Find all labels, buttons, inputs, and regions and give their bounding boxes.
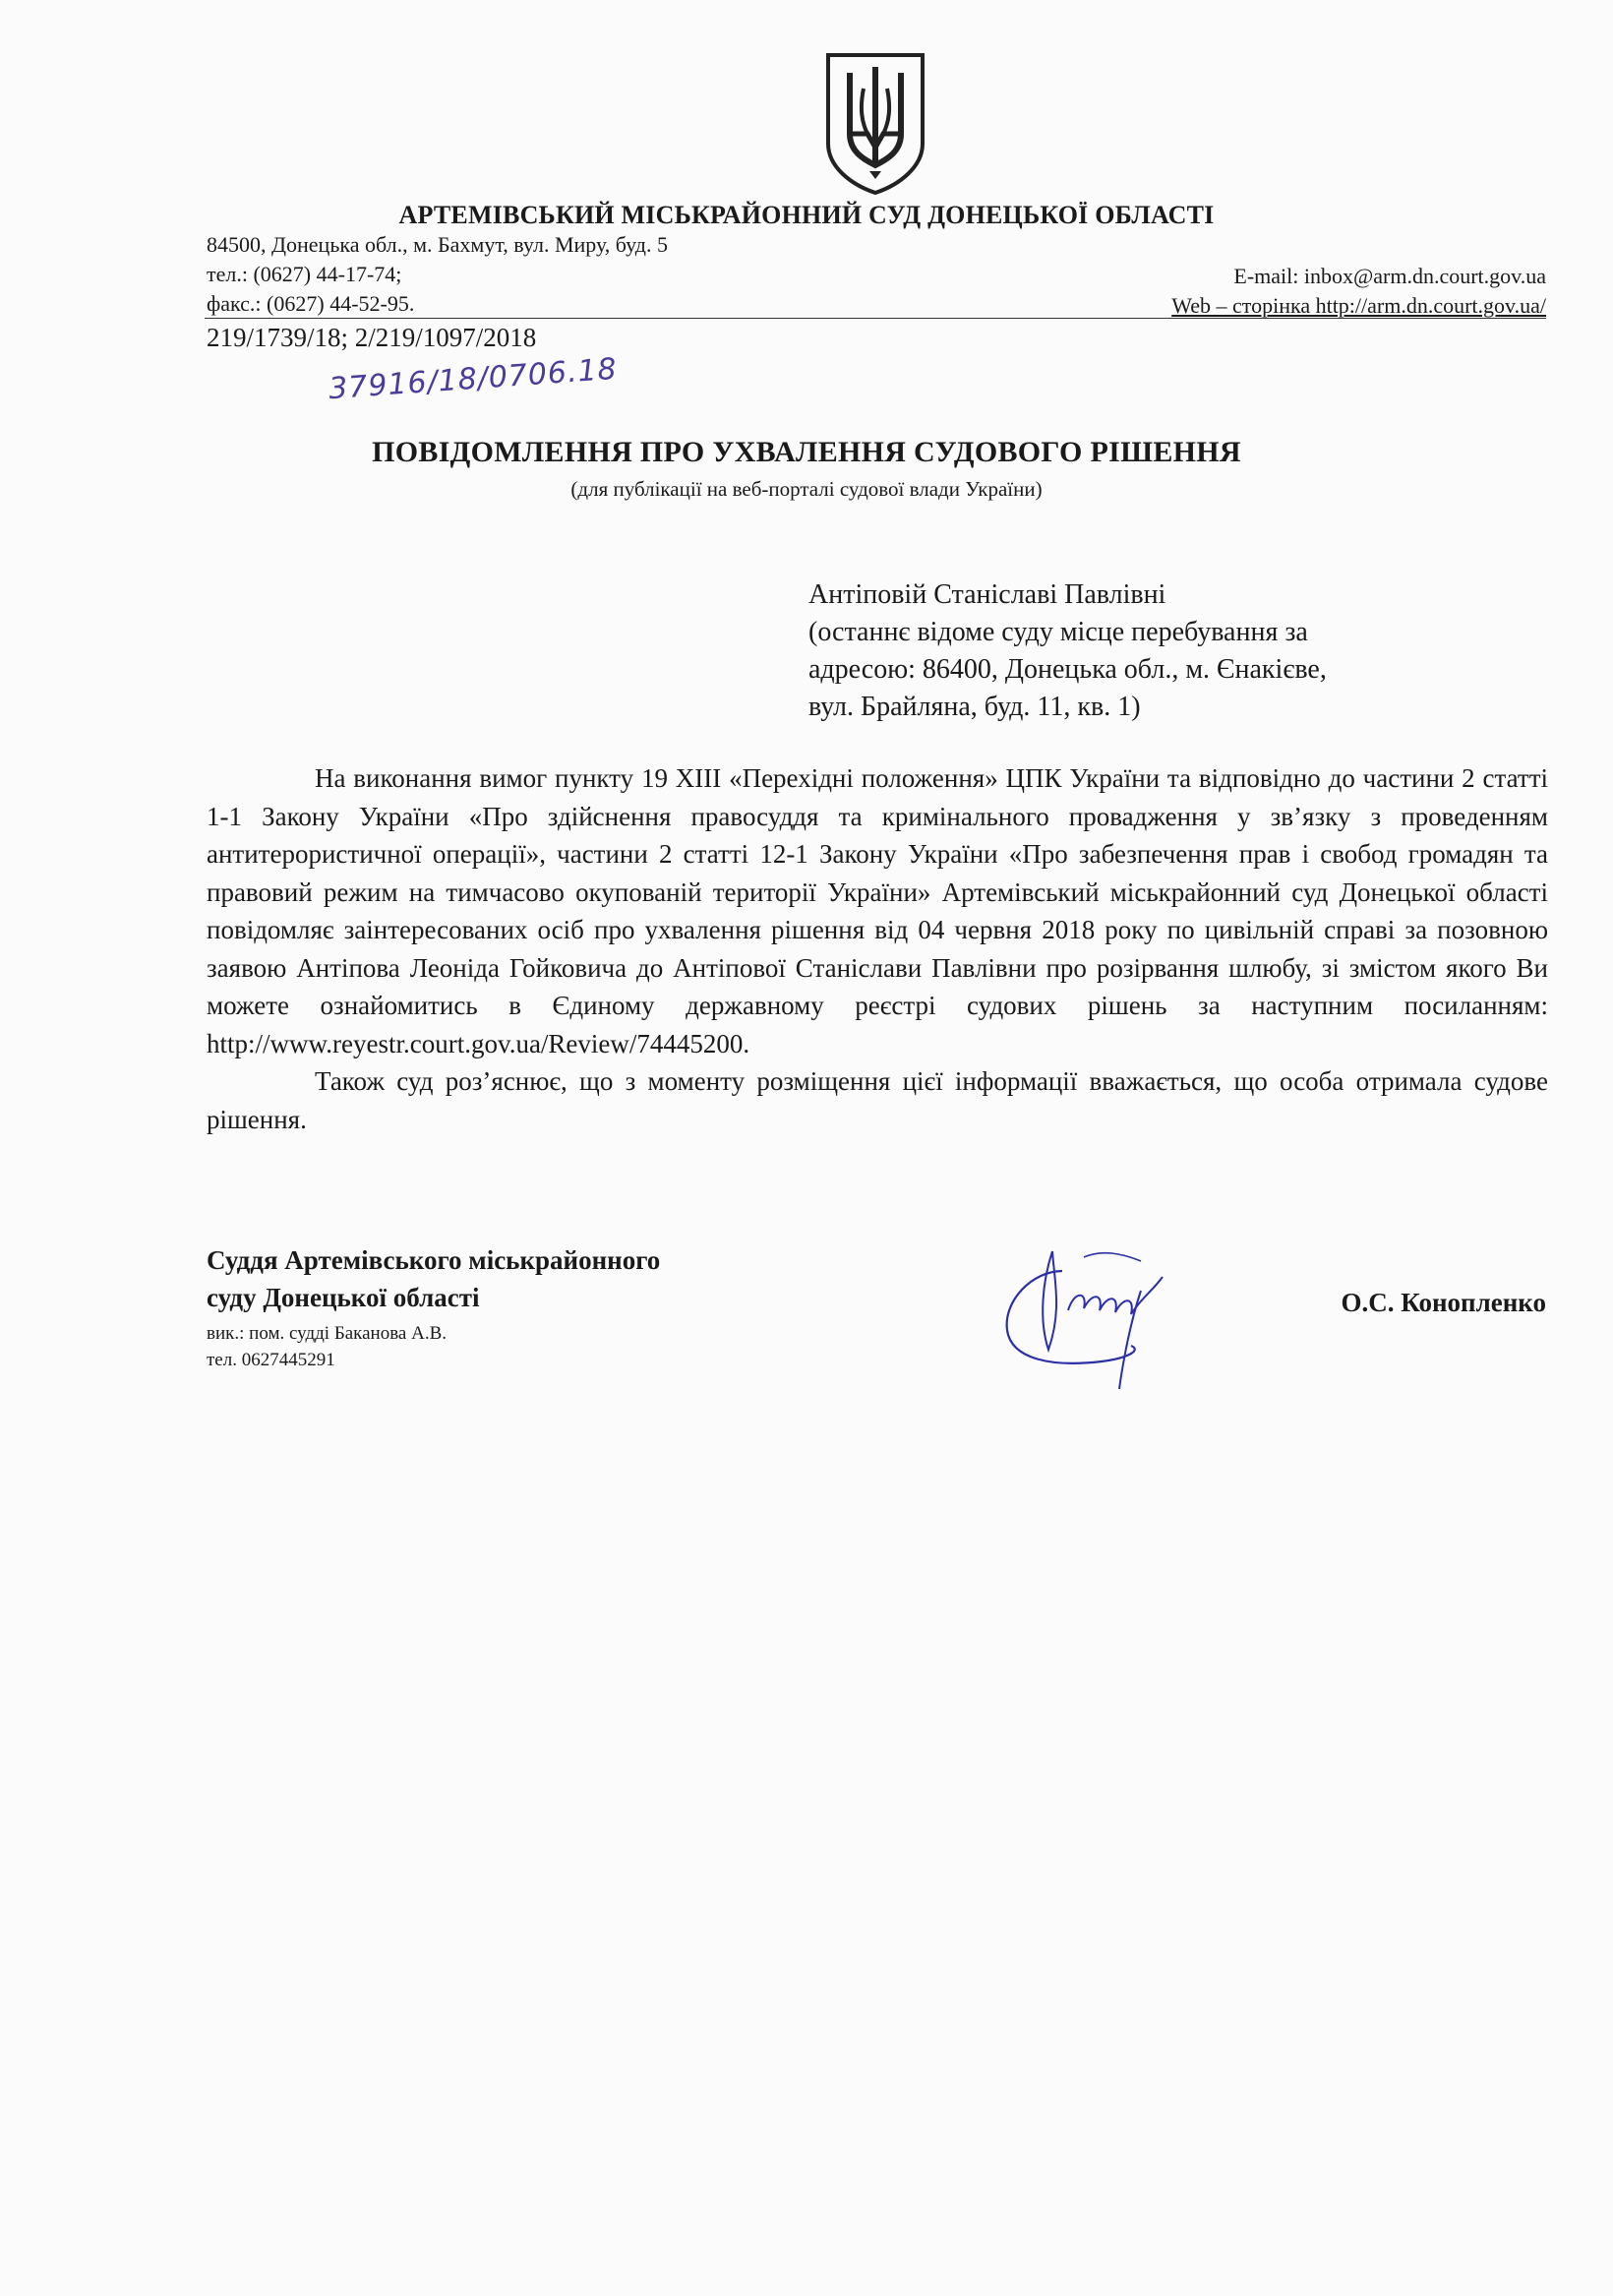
judge-title-line: суду Донецької області [207, 1283, 480, 1312]
court-address: 84500, Донецька обл., м. Бахмут, вул. Миру, буд. 5 [207, 232, 668, 257]
executor-note: вик.: пом. судді Баканова А.В. [207, 1323, 448, 1344]
recipient-line: (останнє відоме суду місце перебування за [808, 617, 1308, 647]
notice-body [207, 759, 1548, 1138]
notice-paragraph-main: На виконання вимог пункту 19 XIII «Перехідні положення» ЦПК України та відповідно до частини 2 статті 1-1 Закону України «Про здійснення правосуддя та кримінального провадження у зв’язку з проведенням антитерористичної операції», частини 2 статті 12-1 Закону України «Про забезпечення прав і свобод громадян та правовий режим на тимчасово окупованій території України» Артемівський міськрайонний суд Донецької області повідомляє заінтересованих осіб про ухвалення рішення від 04 червня 2018 року по цивільній справі за позовною заявою Антіпова Леоніда Гойковича до Антіпової Станіслави Павлівни про розірвання шлюбу, зі змістом якого Ви можете ознайомитись в Єдиному державному реєстрі судових рішень за наступним посиланням: [207, 763, 1548, 1020]
document-title: ПОВІДОМЛЕННЯ ПРО УХВАЛЕННЯ СУДОВОГО РІШЕННЯ [372, 436, 1241, 468]
coat-of-arms-emblem [820, 49, 930, 197]
recipient-line: Антіповій Станіславі Павлівні [808, 579, 1166, 610]
court-fax: факс.: (0627) 44-52-95. [207, 291, 415, 316]
header-divider [205, 318, 1546, 319]
recipient-line: вул. Брайляна, буд. 11, кв. 1) [808, 692, 1141, 722]
court-name: АРТЕМІВСЬКИЙ МІСЬКРАЙОННИЙ СУД ДОНЕЦЬКОЇ ОБЛАСТІ [398, 201, 1215, 229]
court-phone: тел.: (0627) 44-17-74; [207, 262, 402, 286]
court-email: E-mail: inbox@arm.dn.court.gov.ua [1233, 264, 1546, 288]
judge-title [207, 1241, 660, 1316]
handwritten-registration-note: 37916/18/0706.18 [328, 351, 619, 407]
recipient-line: адресою: 86400, Донецька обл., м. Єнакієве, [808, 654, 1327, 685]
recipient-block [808, 576, 1477, 726]
judge-name: О.С. Конопленко [1341, 1288, 1546, 1317]
notice-paragraph-clarification: Також суд роз’яснює, що з моменту розміщення цієї інформації вважається, що особа отримала судове рішення. [207, 1066, 1548, 1134]
registry-link[interactable]: http://www.reyestr.court.gov.ua/Review/74445200. [207, 1028, 750, 1058]
court-website: Web – сторінка http://arm.dn.court.gov.ua/ [1171, 293, 1546, 318]
executor-phone: тел. 0627445291 [207, 1350, 335, 1370]
document-subtitle: (для публікації на веб-порталі судової влади України) [570, 477, 1043, 501]
judge-signature [993, 1232, 1190, 1399]
judge-title-line: Суддя Артемівського міськрайонного [207, 1245, 661, 1275]
case-numbers: 219/1739/18; 2/219/1097/2018 [207, 323, 537, 352]
